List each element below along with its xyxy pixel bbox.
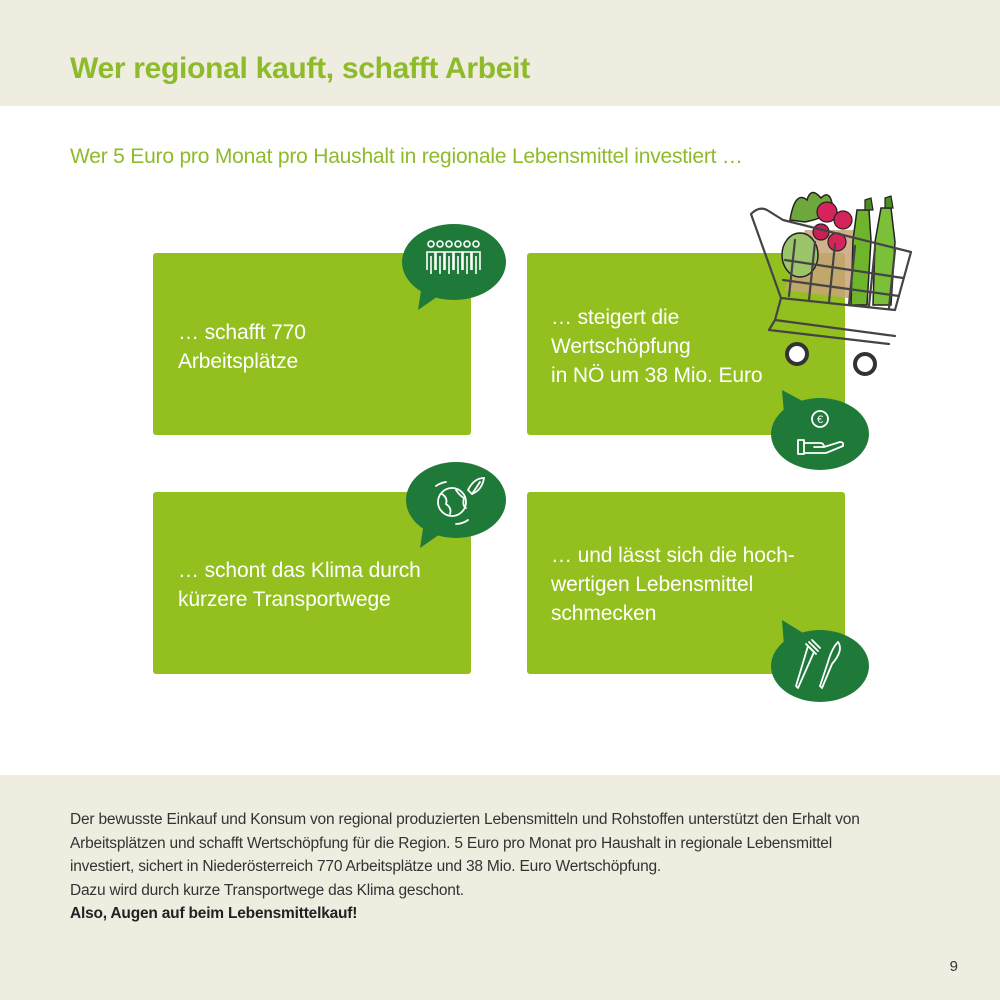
footer-paragraph [70,808,950,926]
fact-text-climate [178,556,421,614]
cutlery-icon [768,616,872,704]
fact-line: schmecken [551,602,657,625]
footer-line: Dazu wird durch kurze Transportwege das Klima geschont. [70,881,464,899]
shopping-cart-groceries-icon [745,180,925,380]
euro-hand-icon [768,386,872,472]
fact-line: … und lässt sich die hoch- [551,544,795,567]
intro-subtitle: Wer 5 Euro pro Monat pro Haushalt in regionale Lebensmittel investiert … [70,145,743,168]
footer-emphasis: Also, Augen auf beim Lebensmittelkauf! [70,905,358,922]
fact-text-jobs [178,318,306,376]
people-icon [400,222,508,312]
svg-text:€: € [816,414,824,426]
fact-line: Wertschöpfung [551,335,691,358]
footer-line: Der bewusste Einkauf und Konsum von regional produzierten Lebensmitteln und Rohstoffen unterstützt den Erhalt von [70,811,860,828]
fact-text-value-added [551,303,762,390]
footer-line: Arbeitsplätzen und schafft Wertschöpfung für die Region. 5 Euro pro Monat pro Haushalt in regionale Lebensmittel [70,834,832,852]
fact-line: in NÖ um 38 Mio. Euro [551,364,763,387]
fact-line: Arbeitsplätze [178,350,299,373]
footer-line: investiert, sichert in Niederösterreich 770 Arbeitsplätze und 38 Mio. Euro Wertschöpfung. [70,858,662,875]
fact-line: … schont das Klima durch [178,559,421,582]
fact-line: wertigen Lebensmittel [551,573,754,596]
fact-line: … steigert die [551,306,680,329]
fact-line: … schafft 770 [178,321,306,344]
fact-text-taste [551,541,795,628]
globe-leaf-icon [402,460,508,550]
page-number: 9 [949,958,958,975]
page-title: Wer regional kauft, schafft Arbeit [70,52,530,85]
fact-line: kürzere Transportwege [178,588,391,611]
